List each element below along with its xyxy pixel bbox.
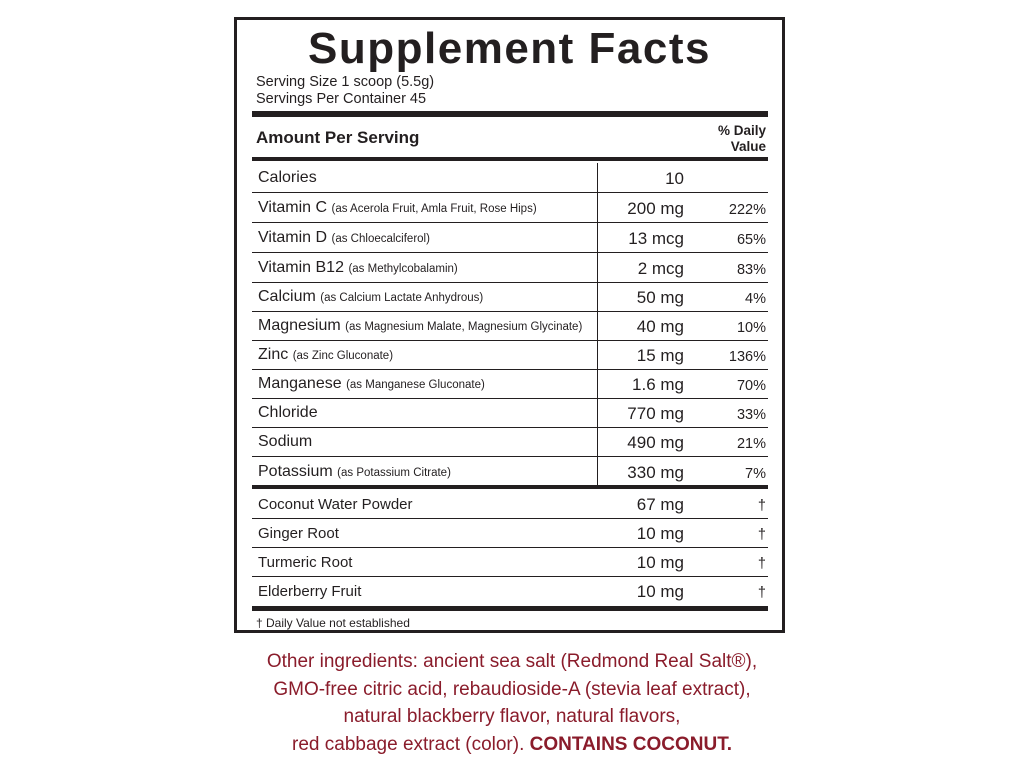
nutrient-amount: 15 mg (636, 346, 684, 365)
panel-title: Supplement Facts (308, 24, 711, 73)
nutrient-amount: 330 mg (627, 463, 684, 482)
botanical-amount: 10 mg (636, 524, 684, 543)
nutrient-dv: 21% (736, 436, 766, 452)
nutrient-amount: 2 mcg (637, 259, 684, 278)
nutrient-amount: 1.6 mg (632, 375, 684, 394)
nutrient-name-text: Magnesium (258, 317, 341, 334)
nutrient-source: (as Calcium Lactate Anhydrous) (320, 292, 484, 304)
nutrient-name (258, 463, 451, 481)
other-ingredients-text: red cabbage extract (color). (292, 733, 525, 755)
servings-per-container: Servings Per Container 45 (256, 91, 427, 107)
allergen-warning: CONTAINS COCONUT. (529, 733, 732, 755)
botanical-row (252, 547, 768, 576)
botanical-row (252, 576, 768, 605)
nutrient-source: (as Potassium Citrate) (337, 467, 451, 479)
other-ingredients-line: Other ingredients: ancient sea salt (Redmond Real Salt®), (266, 651, 758, 672)
nutrient-name (258, 199, 537, 217)
nutrient-name (258, 259, 458, 277)
nutrient-row (252, 369, 768, 398)
nutrient-source: (as Zinc Gluconate) (292, 350, 394, 362)
serving-info (256, 74, 434, 108)
nutrient-name-text: Vitamin D (258, 229, 328, 246)
botanical-dv: † (757, 527, 766, 543)
nutrient-row (252, 222, 768, 252)
nutrient-table (252, 163, 768, 486)
serving-size: Serving Size 1 scoop (5.5g) (256, 74, 435, 90)
botanical-name: Elderberry Fruit (258, 583, 362, 600)
nutrient-row (252, 311, 768, 340)
nutrient-name-text: Zinc (258, 346, 289, 363)
nutrient-source: (as Manganese Gluconate) (346, 379, 485, 391)
nutrient-row (252, 456, 768, 486)
nutrient-name: Chloride (258, 404, 318, 421)
other-ingredients-line: natural blackberry flavor, natural flavors, (343, 706, 681, 727)
nutrient-source: (as Magnesium Malate, Magnesium Glycinate) (345, 321, 583, 333)
nutrient-name-text: Vitamin B12 (258, 259, 344, 276)
nutrient-row (252, 282, 768, 311)
nutrient-dv: 136% (728, 349, 766, 365)
daily-value-header-line1: % Daily (717, 123, 766, 138)
nutrient-dv: 7% (745, 466, 766, 482)
nutrient-name-text: Calcium (258, 288, 316, 305)
nutrient-row (252, 163, 768, 192)
nutrient-name (258, 375, 485, 393)
nutrient-name-text: Vitamin C (258, 199, 328, 216)
amount-column-divider (597, 163, 598, 485)
nutrient-amount: 50 mg (636, 288, 684, 307)
botanical-amount: 10 mg (636, 582, 684, 601)
nutrient-name: Sodium (258, 433, 313, 450)
nutrient-dv: 33% (736, 407, 766, 423)
botanical-dv: † (757, 556, 766, 572)
nutrient-dv: 65% (736, 232, 766, 248)
nutrient-amount: 200 mg (627, 199, 684, 218)
botanical-row (252, 518, 768, 547)
nutrient-name-text: Potassium (258, 463, 333, 480)
botanical-amount: 67 mg (636, 495, 684, 514)
other-ingredients-line-last (0, 731, 1024, 759)
botanical-name: Turmeric Root (258, 554, 353, 571)
thick-divider-header (252, 157, 768, 161)
nutrient-row (252, 427, 768, 456)
nutrient-amount: 490 mg (627, 433, 684, 452)
nutrient-source: (as Acerola Fruit, Amla Fruit, Rose Hips) (331, 203, 537, 215)
nutrient-row (252, 398, 768, 427)
nutrient-dv: 83% (736, 262, 766, 278)
botanical-name: Coconut Water Powder (258, 496, 413, 513)
nutrient-source: (as Methylcobalamin) (348, 263, 458, 275)
nutrient-row (252, 252, 768, 282)
nutrient-amount: 40 mg (636, 317, 684, 336)
nutrient-amount: 770 mg (627, 404, 684, 423)
nutrient-dv: 4% (745, 291, 766, 307)
nutrient-name (258, 229, 430, 247)
botanical-row (252, 489, 768, 518)
nutrient-name (258, 317, 582, 335)
daily-value-header (676, 123, 766, 155)
nutrient-dv: 70% (736, 378, 766, 394)
botanical-dv: † (757, 585, 766, 601)
supplement-facts-panel (234, 17, 785, 633)
nutrient-name-text: Manganese (258, 375, 342, 392)
nutrient-row (252, 192, 768, 222)
other-ingredients-line: GMO-free citric acid, rebaudioside-A (stevia leaf extract), (273, 678, 751, 700)
nutrient-amount: 13 mcg (628, 229, 684, 248)
nutrient-amount: 10 (665, 169, 684, 188)
nutrient-source: (as Chloecalciferol) (331, 233, 430, 245)
botanical-amount: 10 mg (636, 553, 684, 572)
nutrient-name (258, 346, 393, 364)
daily-value-header-line2: Value (730, 139, 766, 154)
other-ingredients (0, 648, 1024, 758)
botanical-dv: † (757, 498, 766, 514)
botanical-table (252, 489, 768, 605)
nutrient-name: Calories (258, 169, 317, 186)
thick-divider-bottom (252, 606, 768, 611)
botanical-name: Ginger Root (258, 525, 339, 542)
nutrient-dv: 222% (728, 202, 766, 218)
amount-per-serving-header: Amount Per Serving (256, 128, 420, 147)
thick-divider-top (252, 111, 768, 117)
footnote: † Daily Value not established (256, 616, 410, 630)
nutrient-name (258, 288, 483, 306)
nutrient-row (252, 340, 768, 369)
nutrient-dv: 10% (736, 320, 766, 336)
